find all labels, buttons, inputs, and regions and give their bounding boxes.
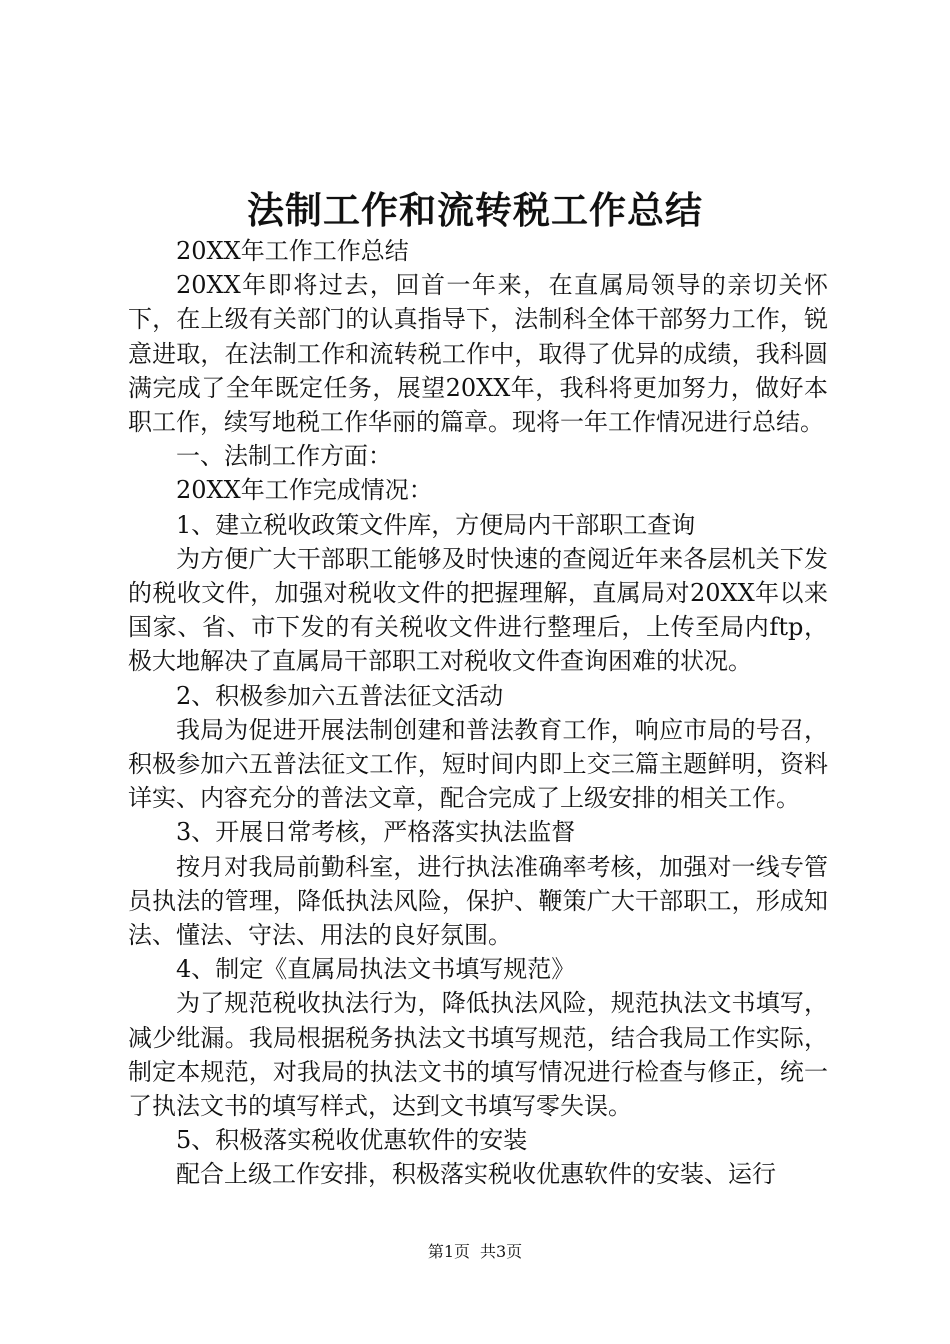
document-body xyxy=(128,234,828,1192)
paragraph: 20XX年工作工作总结 xyxy=(176,237,409,265)
page-total: 共3页 xyxy=(480,1242,523,1261)
paragraph: 为了规范税收执法行为，降低执法风险，规范执法文书填写，减少纰漏。我局根据税务执法文书填写规范，结合我局工作实际，制定本规范，对我局的执法文书的填写情况进行检查与修正，统一了执法文书的填写样式，达到文书填写零失误。 xyxy=(128,989,828,1121)
paragraph: 为方便广大干部职工能够及时快速的查阅近年来各层机关下发的税收文件，加强对税收文件的把握理解，直属局对20XX年以来国家、省、市下发的有关税收文件进行整理后，上传至局内ftp，极大地解决了直属局干部职工对税收文件查询困难的状况。 xyxy=(128,544,828,676)
section-heading: 一、法制工作方面： xyxy=(176,442,392,471)
page-footer xyxy=(0,1241,950,1263)
page-number: 第1页 xyxy=(427,1242,470,1261)
paragraph: 按月对我局前勤科室，进行执法准确率考核，加强对一线专管员执法的管理，降低执法风险，保护、鞭策广大干部职工，形成知法、懂法、守法、用法的良好氛围。 xyxy=(128,852,828,950)
paragraph: 我局为促进开展法制创建和普法教育工作，响应市局的号召，积极参加六五普法征文工作，短时间内即上交三篇主题鲜明，资料详实、内容充分的普法文章，配合完成了上级安排的相关工作。 xyxy=(128,715,828,813)
item-heading: 3、开展日常考核，严格落实执法监督 xyxy=(176,818,576,847)
document-title: 法制工作和流转税工作总结 xyxy=(247,188,703,232)
item-heading: 2、积极参加六五普法征文活动 xyxy=(176,681,504,710)
paragraph: 20XX年工作完成情况： xyxy=(176,476,433,505)
item-heading: 4、制定《直属局执法文书填写规范》 xyxy=(176,955,576,984)
item-heading: 5、积极落实税收优惠软件的安装 xyxy=(176,1126,528,1155)
item-heading: 1、建立税收政策文件库，方便局内干部职工查询 xyxy=(176,510,696,539)
paragraph: 配合上级工作安排，积极落实税收优惠软件的安装、运行 xyxy=(176,1160,776,1189)
paragraph: 20XX年即将过去，回首一年来，在直属局领导的亲切关怀下，在上级有关部门的认真指导下，法制科全体干部努力工作，锐意进取，在法制工作和流转税工作中，取得了优异的成绩，我科圆满完成了全年既定任务，展望20XX年，我科将更加努力，做好本职工作，续写地税工作华丽的篇章。现将一年工作情况进行总结。 xyxy=(128,271,828,437)
